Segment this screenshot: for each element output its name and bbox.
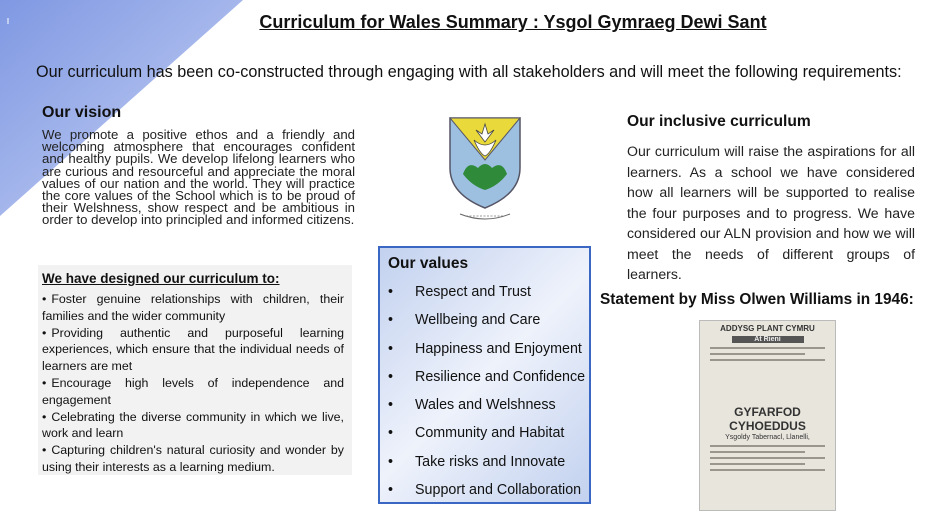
doc-text-line — [710, 469, 825, 471]
list-item: • Resilience and Confidence — [388, 368, 586, 385]
doc-text-line — [710, 451, 805, 453]
list-item: • Capturing children's natural curiosity and wonder by using their interests as a learning medium. — [42, 443, 344, 474]
doc-text-line — [710, 445, 825, 447]
vision-heading: Our vision — [42, 104, 122, 121]
list-item: • Support and Collaboration — [388, 482, 582, 499]
inclusive-heading: Our inclusive curriculum — [627, 113, 811, 130]
list-item: • Community and Habitat — [388, 425, 565, 442]
list-item: • Celebrating the diverse community in which we live, work and learn — [42, 409, 344, 441]
doc-heading: GYFARFOD CYHOEDDUS — [729, 405, 806, 433]
list-item: • Foster genuine relationships with children, their families and the wider community — [42, 292, 344, 323]
list-item: • Happiness and Enjoyment — [388, 340, 582, 357]
doc-place: Ysgoldy Tabernacl, Llanelli, — [725, 434, 810, 441]
doc-text-line — [710, 463, 805, 465]
doc-text-line — [710, 457, 825, 459]
list-item: • Wellbeing and Care — [388, 312, 541, 329]
list-item: • Respect and Trust — [388, 284, 532, 300]
school-crest-logo — [438, 110, 532, 225]
list-item: • Encourage high levels of independence and engagement — [42, 375, 344, 407]
historic-document-image — [699, 320, 836, 511]
doc-subtitle: At Rieni — [732, 336, 804, 343]
inclusive-text: Our curriculum will raise the aspirations for all learners. As a school we have considered how all learners will be supported to realise the four purposes and to progress. We have considered our ALN provision and how we will meet the needs of different groups of learners. — [627, 143, 915, 282]
values-list — [388, 284, 585, 510]
vision-text: We promote a positive ethos and a friendly and welcoming atmosphere that encourages confident and healthy pupils. We develop lifelong learners who are curious and resourceful and appreciate the moral values of our nation and the world. They will practice the core values of the School which is to be proud of their Welshness, show respect and be ambitious in order to develop into principled and informed citizens. — [42, 127, 355, 228]
designed-curriculum-box — [38, 265, 352, 475]
list-item: • Providing authentic and purposeful learning experiences, which ensure that the individual needs of learners are met — [42, 325, 344, 374]
doc-title: ADDYSG PLANT CYMRU — [720, 324, 815, 333]
list-item: • Take risks and Innovate — [388, 453, 566, 470]
intro-text: Our curriculum has been co-constructed through engaging with all stakeholders and will meet the following requirements: — [36, 63, 902, 81]
page-title: Curriculum for Wales Summary : Ysgol Gymraeg Dewi Sant — [259, 12, 767, 32]
values-heading: Our values — [388, 255, 469, 272]
designed-list — [42, 291, 344, 476]
doc-text-line — [710, 347, 825, 349]
list-item: • Wales and Welshness — [388, 397, 556, 414]
statement-heading: Statement by Miss Olwen Williams in 1946: — [600, 291, 914, 308]
doc-text-line — [710, 353, 805, 355]
doc-text-line — [710, 359, 825, 361]
designed-heading: We have designed our curriculum to: — [42, 271, 280, 286]
values-box — [378, 246, 591, 504]
